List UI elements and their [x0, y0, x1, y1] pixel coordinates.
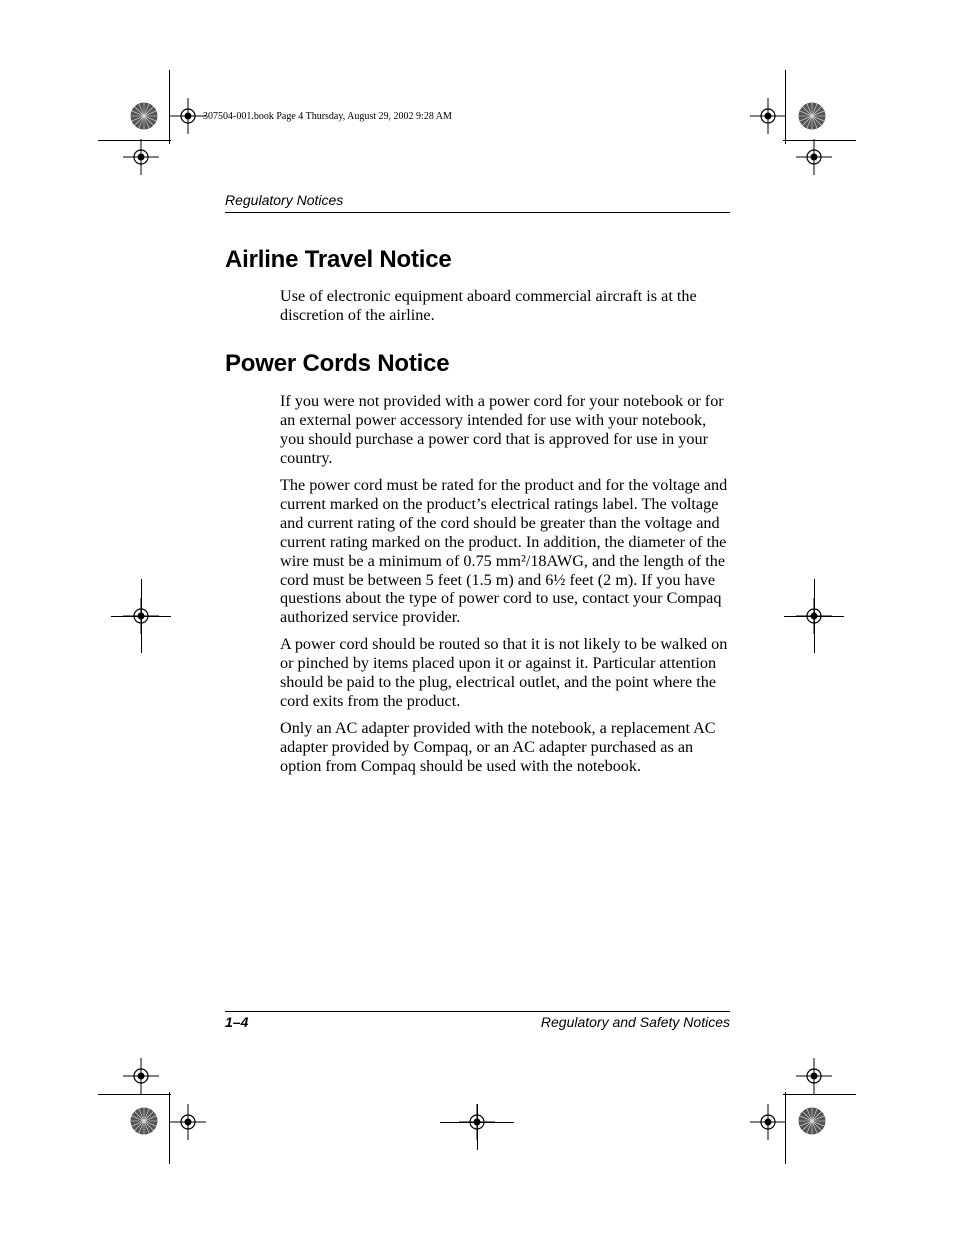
registration-mark-icon	[750, 1104, 786, 1140]
registration-mark-icon	[750, 98, 786, 134]
crop-mark	[784, 616, 844, 617]
registration-mark-icon	[123, 139, 159, 175]
header-rule	[225, 212, 730, 213]
crop-mark	[98, 1094, 171, 1095]
sunburst-target-icon	[798, 1107, 826, 1135]
registration-mark-icon	[170, 98, 206, 134]
print-slug: 307504-001.book Page 4 Thursday, August 29, 2002 9:28 AM	[203, 111, 452, 122]
registration-mark-icon	[123, 1058, 159, 1094]
page-number: 1–4	[225, 1014, 249, 1030]
body-paragraph: If you were not provided with a power cord for your notebook or for an external power accessory intended for use with your notebook, you should purchase a power cord that is approved for use in your country.	[280, 392, 724, 467]
footer-book-title: Regulatory and Safety Notices	[540, 1014, 730, 1030]
sunburst-target-icon	[130, 102, 158, 130]
section-heading-power-cords: Power Cords Notice	[225, 350, 450, 377]
sunburst-target-icon	[130, 1107, 158, 1135]
registration-mark-icon	[796, 139, 832, 175]
crop-mark	[477, 1104, 478, 1150]
body-paragraph: Use of electronic equipment aboard commercial aircraft is at the discretion of the airline.	[280, 287, 697, 324]
running-header: Regulatory Notices	[225, 192, 344, 208]
registration-mark-icon	[170, 1104, 206, 1140]
body-paragraph: The power cord must be rated for the product and for the voltage and current marked on the product’s electrical ratings label. The voltage and current rating of the cord should be greater than the voltage and current rating marked on the product. In addition, the diameter of the wire must be a minimum of 0.75 mm²/18AWG, and the length of the cord must be between 5 feet (1.5 m) and 6½ feet (2 m). If you have questions about the type of power cord to use, contact your Compaq authorized service provider.	[280, 476, 728, 627]
crop-mark	[783, 1094, 856, 1095]
section-heading-airline-travel: Airline Travel Notice	[225, 246, 452, 273]
sunburst-target-icon	[798, 102, 826, 130]
body-paragraph: A power cord should be routed so that it is not likely to be walked on or pinched by items placed upon it or against it. Particular attention should be paid to the plug, electrical outlet, and the point where the cord exits from the product.	[280, 635, 728, 710]
registration-mark-icon	[796, 1058, 832, 1094]
body-paragraph: Only an AC adapter provided with the notebook, a replacement AC adapter provided by Compaq, or an AC adapter purchased as an option from Compaq should be used with the notebook.	[280, 719, 716, 775]
crop-mark	[111, 616, 171, 617]
footer-rule	[225, 1011, 730, 1012]
